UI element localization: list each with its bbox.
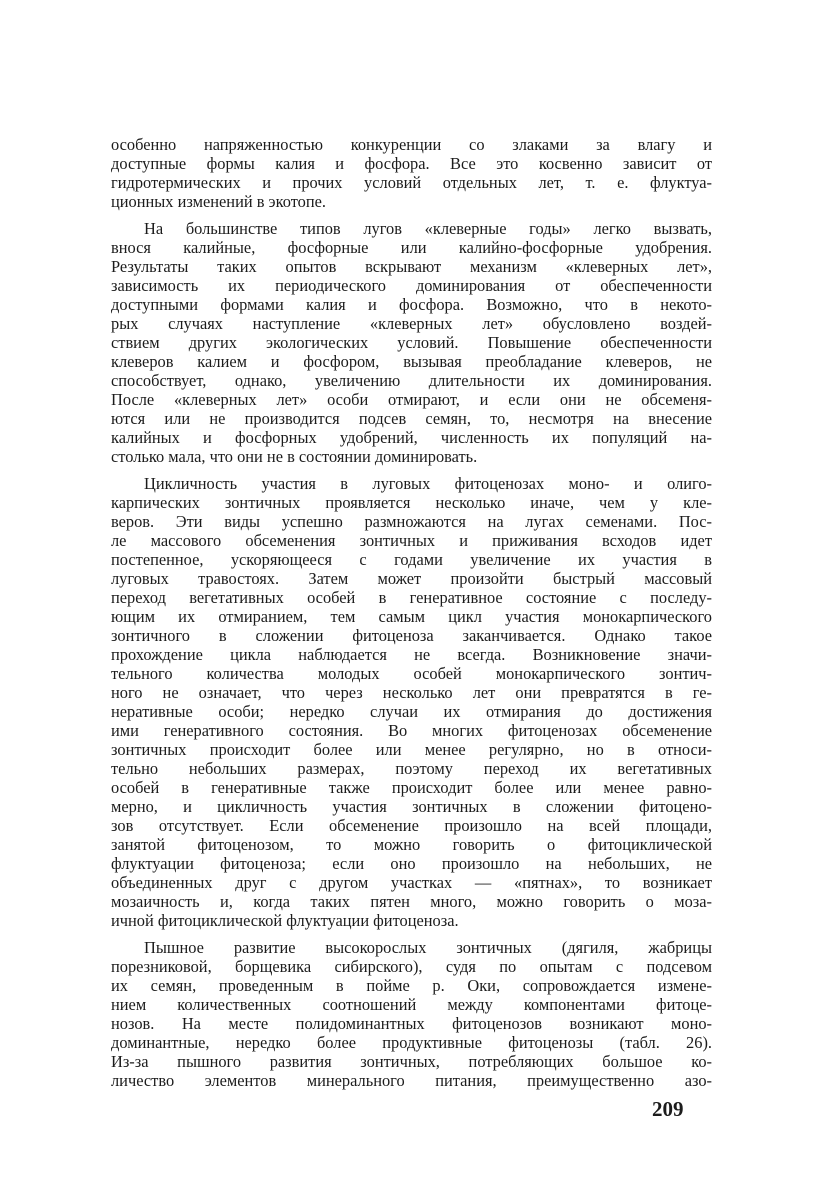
text-line: ются или не производится подсев семян, то, несмотря на внесение — [111, 409, 712, 428]
text-line: Пышное развитие высокорослых зонтичных (дягиля, жабрицы — [144, 938, 712, 957]
text-line: На большинстве типов лугов «клеверные годы» легко вызвать, — [144, 219, 712, 238]
text-line: После «клеверных лет» особи отмирают, и если они не обсеменя- — [111, 390, 712, 409]
text-line: способствует, однако, увеличению длительности их доминирования. — [111, 371, 712, 390]
text-line: постепенное, ускоряющееся с годами увеличение их участия в — [111, 550, 712, 569]
text-line: порезниковой, борщевика сибирского), судя по опытам с подсевом — [111, 957, 712, 976]
text-line: внося калийные, фосфорные или калийно-фосфорные удобрения. — [111, 238, 712, 257]
text-line: Из-за пышного развития зонтичных, потребляющих большое ко- — [111, 1052, 712, 1071]
paragraph-3 — [111, 474, 712, 930]
text-line: их семян, проведенным в пойме р. Оки, сопровождается измене- — [111, 976, 712, 995]
page-number: 209 — [652, 1097, 684, 1121]
text-line: зонтичного в сложении фитоценоза заканчивается. Однако такое — [111, 626, 712, 645]
text-line: ствием других экологических условий. Повышение обеспеченности — [111, 333, 712, 352]
text-line: ичной фитоциклической флуктуации фитоценоза. — [111, 911, 459, 930]
text-line: веров. Эти виды успешно размножаются на лугах семенами. Пос- — [111, 512, 712, 531]
text-line: столько мала, что они не в состоянии доминировать. — [111, 447, 478, 466]
text-line: луговых травостоях. Затем может произойти быстрый массовый — [111, 569, 712, 588]
text-line: нозов. На месте полидоминантных фитоценозов возникают моно- — [111, 1014, 712, 1033]
text-line: доминантные, нередко более продуктивные фитоценозы (табл. 26). — [111, 1033, 712, 1052]
text-line: ими генеративного состояния. Во многих фитоценозах обсеменение — [111, 721, 712, 740]
text-line: карпических зонтичных проявляется несколько иначе, чем у кле- — [111, 493, 712, 512]
text-line: Цикличность участия в луговых фитоценозах моно- и олиго- — [144, 474, 712, 493]
text-line: калийных и фосфорных удобрений, численность их популяций на- — [111, 428, 712, 447]
body-text — [111, 135, 712, 1090]
text-line: нием количественных соотношений между компонентами фитоце- — [111, 995, 712, 1014]
text-line: зависимость их периодического доминирования от обеспеченности — [111, 276, 712, 295]
text-line: зов отсутствует. Если обсеменение произошло на всей площади, — [111, 816, 712, 835]
text-line: особенно напряженностью конкуренции со злаками за влагу и — [111, 135, 712, 154]
text-line: зонтичных происходит более или менее регулярно, но в относи- — [111, 740, 712, 759]
text-line: ле массового обсеменения зонтичных и приживания всходов идет — [111, 531, 712, 550]
text-line: мерно, и цикличность участия зонтичных в сложении фитоцено- — [111, 797, 712, 816]
text-line: особей в генеративные также происходит более или менее равно- — [111, 778, 712, 797]
text-line: рых случаях наступление «клеверных лет» обусловлено воздей- — [111, 314, 712, 333]
text-line: гидротермических и прочих условий отдельных лет, т. е. флуктуа- — [111, 173, 712, 192]
text-line: прохождение цикла наблюдается не всегда. Возникновение значи- — [111, 645, 712, 664]
text-line: клеверов калием и фосфором, вызывая преобладание клеверов, не — [111, 352, 712, 371]
text-line: ционных изменений в экотопе. — [111, 192, 326, 211]
text-line: неративные особи; нередко случаи их отмирания до достижения — [111, 702, 712, 721]
text-line: флуктуации фитоценоза; если оно произошло на небольших, не — [111, 854, 712, 873]
paragraph-1 — [111, 135, 712, 211]
text-line: личество элементов минерального питания, преимущественно азо- — [111, 1071, 712, 1090]
text-line: ющим их отмиранием, тем самым цикл участия монокарпического — [111, 607, 712, 626]
text-line: переход вегетативных особей в генеративное состояние с последу- — [111, 588, 712, 607]
text-line: занятой фитоценозом, то можно говорить о фитоциклической — [111, 835, 712, 854]
text-line: тельно небольших размерах, поэтому переход их вегетативных — [111, 759, 712, 778]
text-line: Результаты таких опытов вскрывают механизм «клеверных лет», — [111, 257, 712, 276]
text-line: доступными формами калия и фосфора. Возможно, что в некото- — [111, 295, 712, 314]
paragraph-2 — [111, 219, 712, 466]
text-line: тельного количества молодых особей монокарпического зонтич- — [111, 664, 712, 683]
text-line: доступные формы калия и фосфора. Все это косвенно зависит от — [111, 154, 712, 173]
text-line: ного не означает, что через несколько лет они превратятся в ге- — [111, 683, 712, 702]
text-line: объединенных друг с другом участках — «пятнах», то возникает — [111, 873, 712, 892]
text-line: мозаичность и, когда таких пятен много, можно говорить о моза- — [111, 892, 712, 911]
paragraph-4 — [111, 938, 712, 1090]
